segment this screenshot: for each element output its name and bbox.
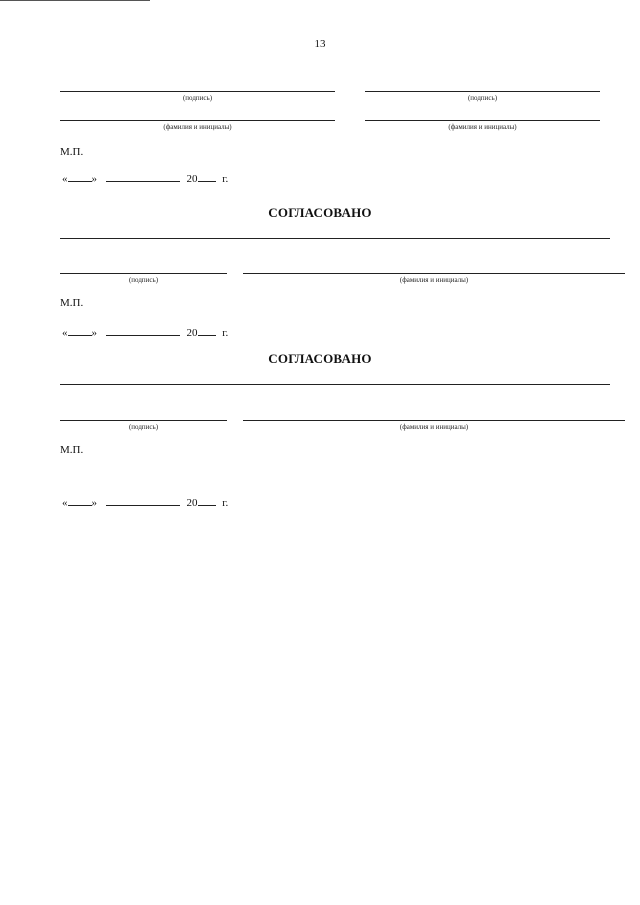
signature-line-right: [365, 91, 600, 92]
year-blank: [198, 325, 216, 336]
year-suffix: г.: [222, 173, 229, 185]
signature-line-approved-1: [60, 273, 227, 274]
day-blank: [68, 495, 92, 506]
month-blank: [106, 495, 180, 506]
stamp-label-approved-2: М.П.: [60, 444, 84, 456]
section-heading-approved-1: СОГЛАСОВАНО: [268, 205, 372, 220]
name-line-right: [365, 120, 600, 121]
name-caption-right: (фамилия и инициалы): [448, 123, 517, 131]
year-prefix: 20: [186, 173, 198, 185]
year-prefix: 20: [186, 497, 198, 509]
day-blank: [68, 171, 92, 182]
date-line-approved-2: [62, 495, 228, 509]
stamp-label: М.П.: [60, 146, 84, 158]
name-line-left: [60, 120, 335, 121]
name-caption-approved-2: (фамилия и инициалы): [399, 423, 469, 431]
signature-caption-left: (подпись): [182, 94, 213, 102]
date-close-quote: »: [91, 327, 97, 339]
date-close-quote: »: [91, 173, 97, 185]
organization-line-1: [60, 238, 610, 239]
name-caption-approved-1: (фамилия и инициалы): [399, 276, 469, 284]
month-blank: [106, 325, 180, 336]
stamp-label-approved-1: М.П.: [60, 297, 84, 309]
page-number: 13: [314, 38, 326, 50]
date-close-quote: »: [91, 497, 97, 509]
section-heading-approved-2: СОГЛАСОВАНО: [268, 351, 372, 366]
month-blank: [106, 171, 180, 182]
date-line: [62, 171, 228, 185]
signature-caption-approved-2: (подпись): [128, 423, 159, 431]
date-open-quote: «: [62, 173, 68, 185]
date-open-quote: «: [62, 497, 68, 509]
signature-caption-approved-1: (подпись): [128, 276, 159, 284]
scan-top-edge: [0, 0, 150, 1]
name-caption-left: (фамилия и инициалы): [163, 123, 232, 131]
year-blank: [198, 495, 216, 506]
day-blank: [68, 325, 92, 336]
date-line-approved-1: [62, 325, 228, 339]
year-blank: [198, 171, 216, 182]
date-open-quote: «: [62, 327, 68, 339]
name-line-approved-1: [243, 273, 625, 274]
signature-line-left: [60, 91, 335, 92]
signature-line-approved-2: [60, 420, 227, 421]
year-suffix: г.: [222, 327, 229, 339]
signature-caption-right: (подпись): [467, 94, 498, 102]
name-line-approved-2: [243, 420, 625, 421]
year-prefix: 20: [186, 327, 198, 339]
year-suffix: г.: [222, 497, 229, 509]
organization-line-2: [60, 384, 610, 385]
